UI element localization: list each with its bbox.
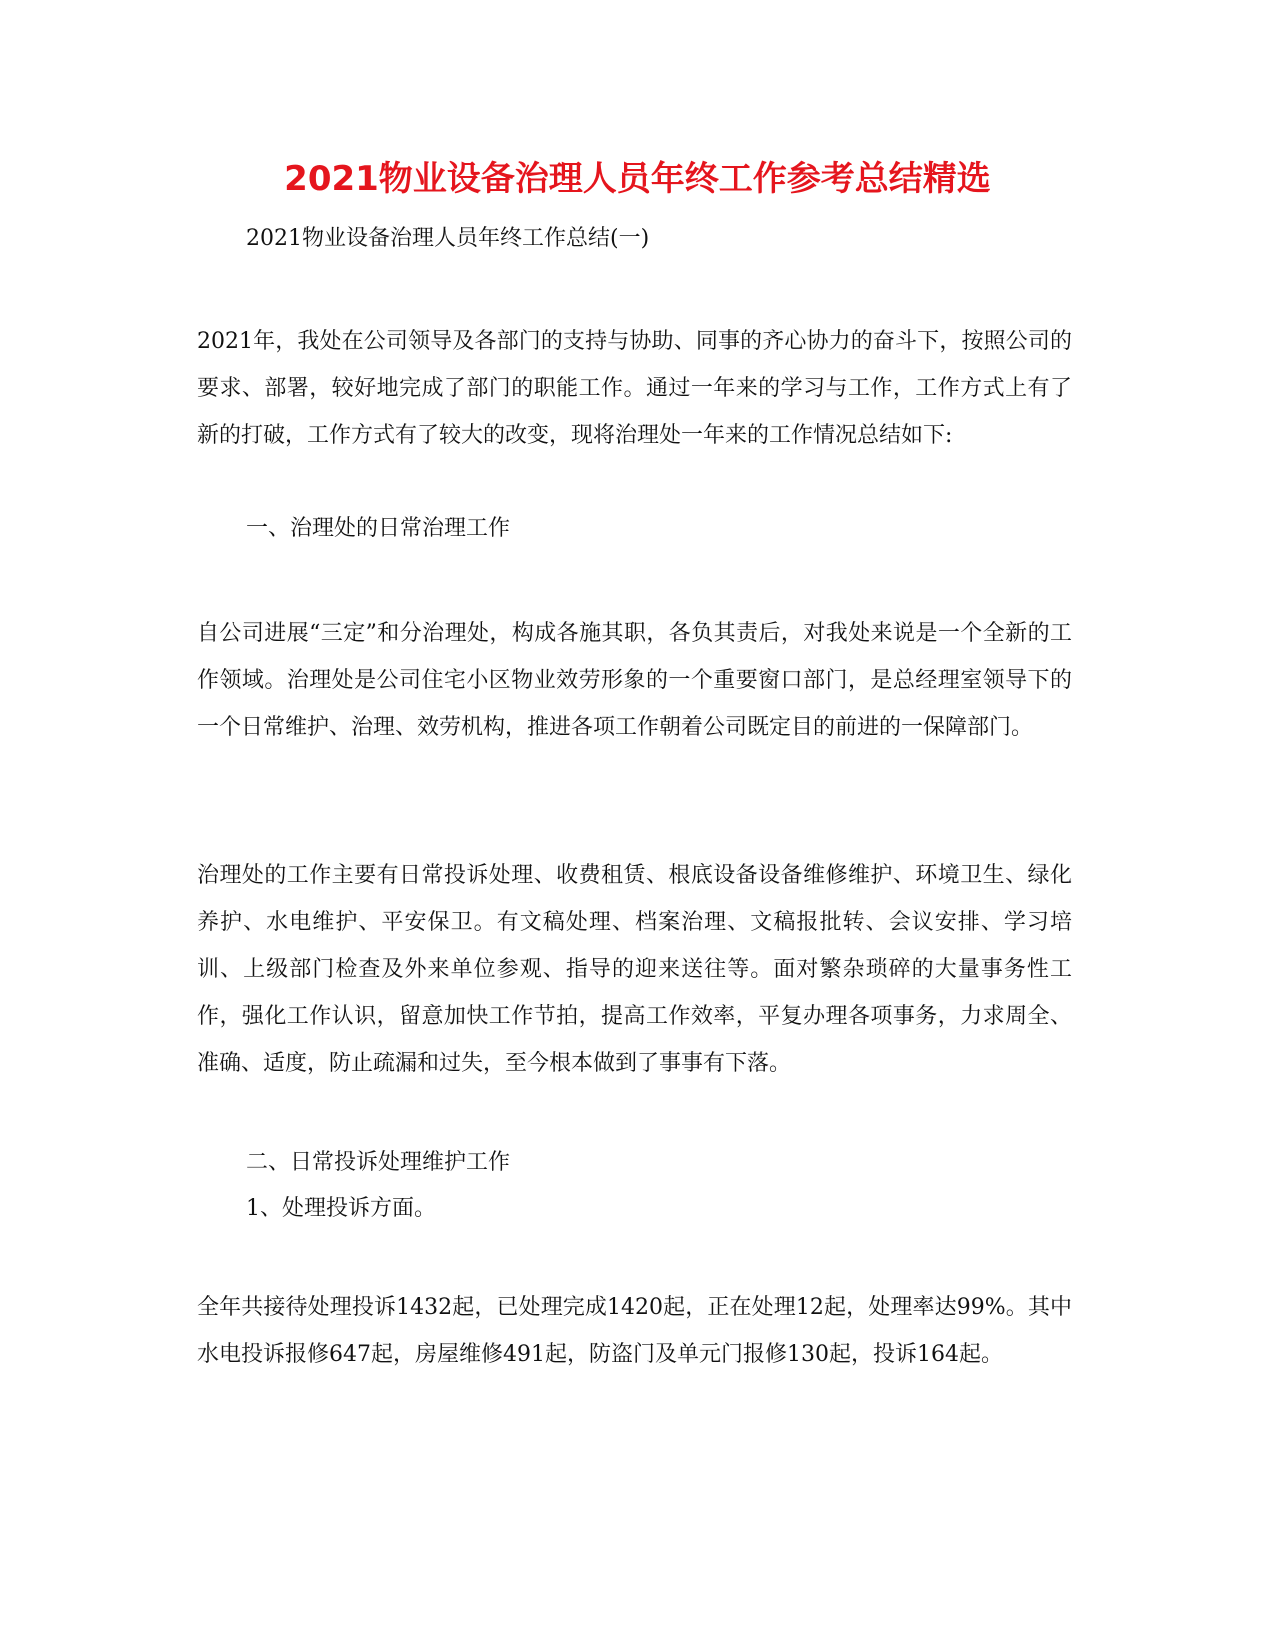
paragraph-main-duties: 治理处的工作主要有日常投诉处理、收费租赁、根底设备设备维修维护、环境卫生、绿化养护、水电维护、平安保卫。有文稿处理、档案治理、文稿报批转、会议安排、学习培训、上级部门检查及外来单位参观、指导的迎来送往等。面对繁杂琐碎的大量事务性工作，强化工作认识，留意加快工作节拍，提高工作效率，平复办理各项事务，力求周全、准确、适度，防止疏漏和过失，至今根本做到了事事有下落。 xyxy=(197,863,1072,1076)
section-heading-complaint-handling: 二、日常投诉处理维护工作 xyxy=(246,1150,511,1175)
paragraph-complaint-statistics: 全年共接待处理投诉1432起，已处理完成1420起，正在处理12起，处理率达99%。其中水电投诉报修647起，房屋维修491起，防盗门及单元门报修130起，投诉164起。 xyxy=(197,1295,1072,1367)
section-heading-daily-management: 一、治理处的日常治理工作 xyxy=(246,516,511,541)
paragraph-department-role: 自公司进展“三定”和分治理处，构成各施其职，各负其责后，对我处来说是一个全新的工作领域。治理处是公司住宅小区物业效劳形象的一个重要窗口部门，是总经理室领导下的一个日常维护、治理、效劳机构，推进各项工作朝着公司既定目的前进的一保障部门。 xyxy=(197,621,1072,740)
paragraph-intro: 2021年，我处在公司领导及各部门的支持与协助、同事的齐心协力的奋斗下，按照公司的要求、部署，较好地完成了部门的职能工作。通过一年来的学习与工作，工作方式上有了新的打破，工作方式有了较大的改变，现将治理处一年来的工作情况总结如下: xyxy=(197,329,1072,448)
subsection-heading-complaints: 1、处理投诉方面。 xyxy=(246,1196,436,1221)
document-subtitle: 2021物业设备治理人员年终工作总结(一) xyxy=(246,226,650,251)
document-title: 2021物业设备治理人员年终工作参考总结精选 xyxy=(284,159,991,199)
